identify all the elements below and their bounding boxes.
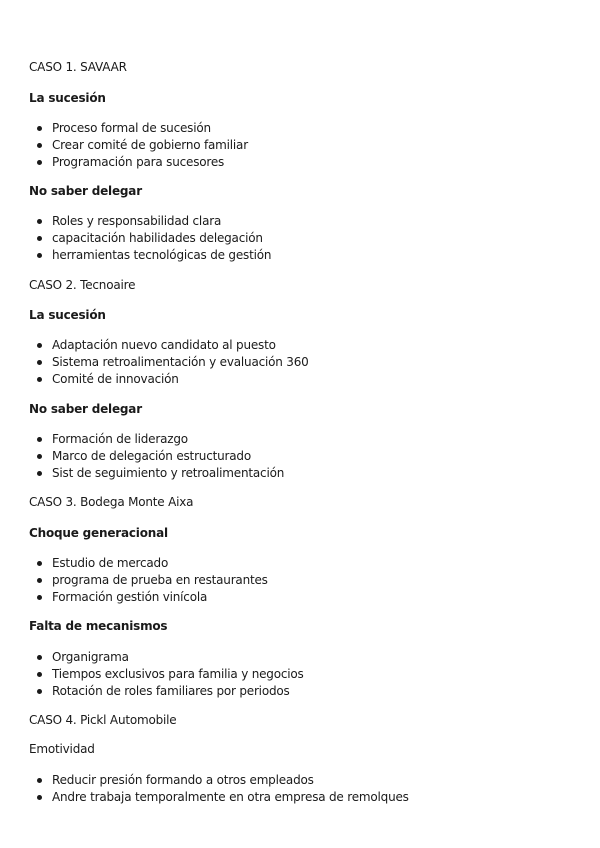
- bullet-icon: [37, 655, 42, 660]
- case-title: CASO 1. SAVAAR: [29, 60, 127, 74]
- list-item: programa de prueba en restaurantes: [52, 573, 268, 587]
- list-item: Estudio de mercado: [52, 556, 169, 570]
- list-item: Tiempos exclusivos para familia y negocios: [52, 667, 304, 681]
- case-title: CASO 3. Bodega Monte Aixa: [29, 495, 194, 509]
- bullet-icon: [37, 561, 42, 566]
- bullet-icon: [37, 795, 42, 800]
- section-heading: Emotividad: [29, 742, 95, 756]
- section-heading: Falta de mecanismos: [29, 619, 168, 633]
- bullet-icon: [37, 595, 42, 600]
- case-title: CASO 2. Tecnoaire: [29, 278, 136, 292]
- section-heading: La sucesión: [29, 308, 106, 322]
- bullet-icon: [37, 778, 42, 783]
- list-item: Crear comité de gobierno familiar: [52, 138, 248, 152]
- bullet-icon: [37, 377, 42, 382]
- bullet-icon: [37, 471, 42, 476]
- list-item: Rotación de roles familiares por periodos: [52, 684, 290, 698]
- list-item: herramientas tecnológicas de gestión: [52, 248, 272, 262]
- case-title: CASO 4. Pickl Automobile: [29, 713, 177, 727]
- section-heading: Choque generacional: [29, 526, 168, 540]
- list-item: capacitación habilidades delegación: [52, 231, 263, 245]
- list-item: Sist de seguimiento y retroalimentación: [52, 466, 285, 480]
- bullet-icon: [37, 454, 42, 459]
- list-item: Marco de delegación estructurado: [52, 449, 251, 463]
- section-heading: La sucesión: [29, 91, 106, 105]
- bullet-icon: [37, 253, 42, 258]
- bullet-icon: [37, 689, 42, 694]
- list-item: Roles y responsabilidad clara: [52, 214, 222, 228]
- list-item: Proceso formal de sucesión: [52, 121, 211, 135]
- section-heading: No saber delegar: [29, 402, 142, 416]
- bullet-icon: [37, 578, 42, 583]
- list-item: Andre trabaja temporalmente en otra empresa de remolques: [52, 790, 409, 804]
- bullet-icon: [37, 126, 42, 131]
- list-item: Programación para sucesores: [52, 155, 225, 169]
- list-item: Formación gestión vinícola: [52, 590, 208, 604]
- list-item: Reducir presión formando a otros empleados: [52, 773, 314, 787]
- list-item: Organigrama: [52, 650, 129, 664]
- bullet-icon: [37, 236, 42, 241]
- bullet-icon: [37, 160, 42, 165]
- section-heading: No saber delegar: [29, 184, 142, 198]
- bullet-icon: [37, 437, 42, 442]
- list-item: Sistema retroalimentación y evaluación 360: [52, 355, 309, 369]
- bullet-icon: [37, 143, 42, 148]
- list-item: Comité de innovación: [52, 372, 179, 386]
- bullet-icon: [37, 360, 42, 365]
- bullet-icon: [37, 343, 42, 348]
- list-item: Adaptación nuevo candidato al puesto: [52, 338, 276, 352]
- bullet-icon: [37, 672, 42, 677]
- bullet-icon: [37, 219, 42, 224]
- list-item: Formación de liderazgo: [52, 432, 188, 446]
